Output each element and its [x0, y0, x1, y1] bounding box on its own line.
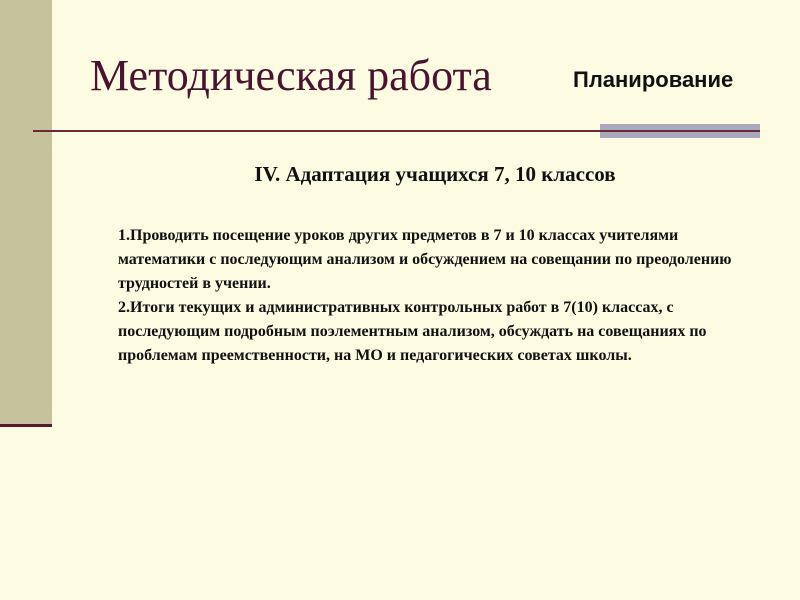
list-item-1: 1.Проводить посещение уроков других предметов в 7 и 10 классах учителями математики с последующим анализом и обсуждением на совещании по преодолению трудностей в учении.: [118, 227, 732, 292]
slide-title: Методическая работа: [90, 51, 492, 100]
left-bar-underline: [0, 424, 52, 427]
section-heading: IV. Адаптация учащихся 7, 10 классов: [254, 162, 616, 186]
slide-body: [118, 224, 758, 368]
divider-accent-line: [600, 130, 760, 132]
slide-subtitle: Планирование: [573, 67, 734, 92]
left-decorative-bar: [0, 0, 52, 424]
list-item-2: 2.Итоги текущих и административных контрольных работ в 7(10) классах, с последующим подробным поэлементным анализом, обсуждать на совещаниях по проблемам преемственности, на МО и педагогических советах школы.: [118, 299, 707, 364]
